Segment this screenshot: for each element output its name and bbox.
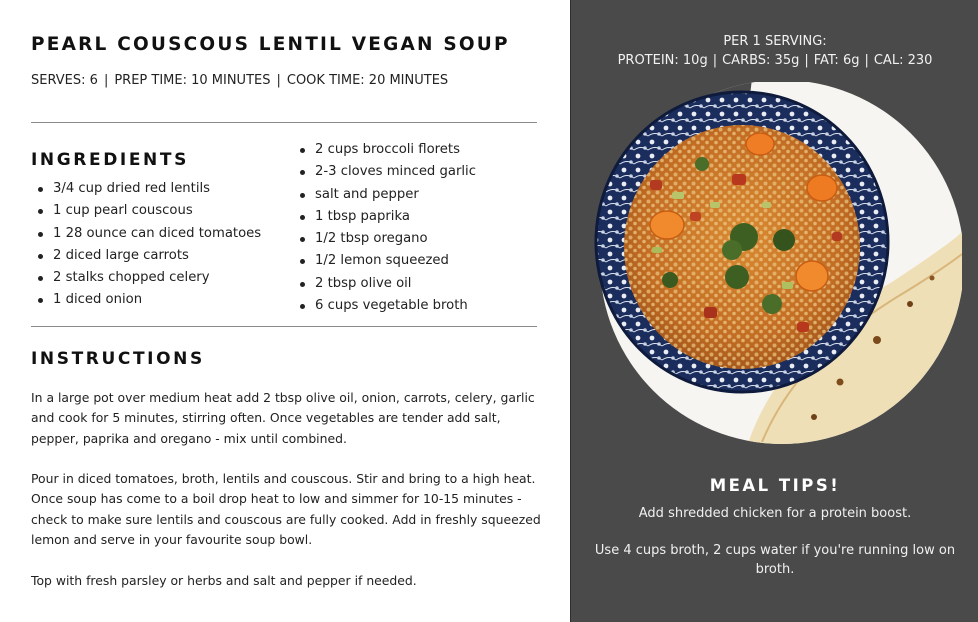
ingredient-item: 1/2 lemon squeezed — [293, 250, 476, 272]
recipe-meta — [31, 73, 448, 88]
ingredients-heading: INGREDIENTS — [31, 150, 189, 170]
ingredient-item: 2 cups broccoli florets — [293, 139, 476, 161]
calories-value: CAL: 230 — [873, 53, 933, 68]
nutrition-separator: | — [864, 53, 869, 68]
soup-photo — [592, 82, 962, 448]
nutrition-separator: | — [712, 53, 718, 68]
meta-separator: | — [276, 73, 281, 88]
ingredients-list-column-2 — [293, 139, 476, 317]
protein-value: PROTEIN: 10g — [617, 53, 708, 68]
carbs-value: CARBS: 35g — [722, 53, 800, 68]
nutrition-label: PER 1 SERVING: — [723, 34, 827, 49]
divider — [31, 326, 537, 327]
nutrition-separator: | — [804, 53, 809, 68]
flatbread-char-mark — [873, 336, 881, 344]
ingredient-item: 1 cup pearl couscous — [31, 200, 261, 222]
ingredient-item: 2 stalks chopped celery — [31, 267, 261, 289]
meal-tips-heading: MEAL TIPS! — [709, 476, 841, 495]
ingredient-item: 2 diced large carrots — [31, 245, 261, 267]
ingredient-item: 3/4 cup dried red lentils — [31, 178, 261, 200]
ingredient-item: 1 tbsp paprika — [293, 206, 476, 228]
fat-value: FAT: 6g — [813, 53, 860, 68]
ingredient-item: 2 tbsp olive oil — [293, 273, 476, 295]
meal-tip: Use 4 cups broth, 2 cups water if you're running low on broth. — [594, 543, 956, 577]
divider — [31, 122, 537, 123]
instructions-body — [31, 388, 541, 611]
serves-text: SERVES: 6 — [31, 73, 98, 88]
cook-time-text: COOK TIME: 20 MINUTES — [286, 73, 449, 88]
ingredients-list-column-1 — [31, 178, 261, 312]
instructions-heading: INSTRUCTIONS — [31, 349, 205, 369]
instruction-paragraph: Top with fresh parsley or herbs and salt and pepper if needed. — [31, 572, 417, 588]
nutrition-info — [571, 32, 978, 70]
prep-time-text: PREP TIME: 10 MINUTES — [114, 73, 271, 88]
instruction-paragraph: Pour in diced tomatoes, broth, lentils and couscous. Stir and bring to a high heat. Once soup has come to a boil drop heat to low and simmer for 10-15 minutes - check to make sure lentils and couscous are fully cooked. Add in freshly squeezed lemon and serve in your favourite soup bowl. — [31, 471, 541, 548]
recipe-title: PEARL COUSCOUS LENTIL VEGAN SOUP — [31, 34, 510, 55]
ingredient-item: 2-3 cloves minced garlic — [293, 161, 476, 183]
instruction-paragraph: In a large pot over medium heat add 2 tbsp olive oil, onion, carrots, celery, garlic and cook for 5 minutes, stirring often. Once vegetables are tender add salt, pepper, paprika and oregano - mix until combined. — [31, 390, 535, 446]
ingredient-item: salt and pepper — [293, 184, 476, 206]
ingredient-item: 1/2 tbsp oregano — [293, 228, 476, 250]
ingredient-item: 1 28 ounce can diced tomatoes — [31, 223, 261, 245]
nutrition-values — [571, 51, 978, 70]
meal-tip: Add shredded chicken for a protein boost. — [638, 506, 912, 521]
ingredient-item: 6 cups vegetable broth — [293, 295, 476, 317]
ingredient-item: 1 diced onion — [31, 289, 261, 311]
meta-separator: | — [103, 73, 109, 88]
